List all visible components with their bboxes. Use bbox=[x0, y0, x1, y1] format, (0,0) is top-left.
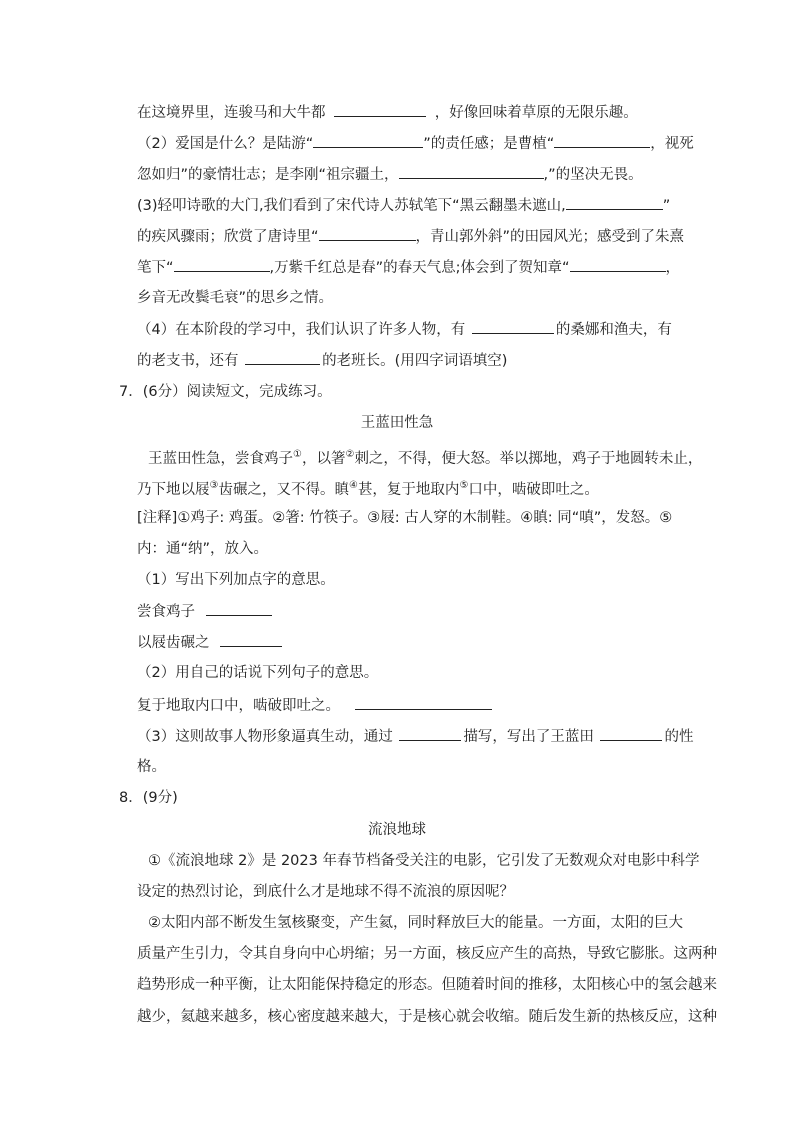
answer-blank[interactable] bbox=[245, 350, 320, 365]
q6-part3-line1 bbox=[137, 195, 670, 216]
answer-blank[interactable] bbox=[174, 257, 270, 272]
q8-para1-line1: ①《流浪地球 2》是 2023 年春节档备受关注的电影，它引发了无数观众对电影中科学 bbox=[148, 853, 700, 869]
text: 笔下“ bbox=[137, 260, 174, 276]
text: ，以箸 bbox=[301, 450, 346, 467]
answer-blank[interactable] bbox=[319, 226, 416, 241]
q7-passage-line2 bbox=[137, 476, 599, 500]
text: ，青山郭外斜”的田园风光；感受到了朱熹 bbox=[415, 229, 685, 245]
q8-para2-line1: ②太阳内部不断发生氢核聚变，产生氦，同时释放巨大的能量。一方面，太阳的巨大 bbox=[148, 915, 683, 931]
footnote-marker: ③ bbox=[209, 480, 219, 491]
text: ,”的坚决无畏。 bbox=[543, 167, 643, 183]
text: 齿碾之，又不得。瞋 bbox=[218, 481, 349, 498]
text: 王蓝田性急，尝食鸡子 bbox=[148, 450, 293, 467]
text: 的疾风骤雨；欣赏了唐诗里“ bbox=[137, 229, 319, 245]
text: (3)轻叩诗歌的大门,我们看到了宋代诗人苏轼笔下“黑云翻墨未遮山, bbox=[137, 198, 566, 214]
q7-subquestion1-a bbox=[137, 601, 272, 622]
q7-subquestion1: （1）写出下列加点字的意思。 bbox=[137, 572, 335, 588]
q8-title: 流浪地球 bbox=[368, 822, 426, 838]
text: 尝食鸡子 bbox=[137, 604, 195, 620]
q6-line-a bbox=[137, 102, 638, 123]
text: ，视死 bbox=[650, 136, 694, 152]
q8-para2-line3: 趋势形成一种平衡，让太阳能保持稳定的形态。但随着时间的推移，太阳核心中的氢会越来 bbox=[137, 977, 717, 993]
q6-part3-line4 bbox=[137, 288, 333, 308]
text: （4）在本阶段的学习中，我们认识了许多人物，有 bbox=[137, 322, 466, 338]
answer-blank[interactable] bbox=[566, 195, 663, 210]
text: （2）爱国是什么？是陆游“ bbox=[137, 136, 314, 152]
q6-part4-line1 bbox=[137, 319, 672, 340]
q7-header: 7．(6分）阅读短文，完成练习。 bbox=[119, 384, 332, 400]
text: （3）这则故事人物形象逼真生动，通过 bbox=[137, 729, 393, 745]
q7-subquestion2: （2）用自己的话说下列句子的意思。 bbox=[137, 665, 379, 681]
text: 以屐齿碾之 bbox=[137, 635, 210, 651]
text: 忽如归”的豪情壮志；是李刚“祖宗疆土， bbox=[137, 167, 399, 183]
q8-para2-line4: 越少，氦越来越多，核心密度越来越大，于是核心就会收缩。随后发生新的热核反应，这种 bbox=[137, 1009, 717, 1025]
q6-part2-line1 bbox=[137, 133, 694, 154]
q6-part3-line3 bbox=[137, 257, 680, 278]
answer-blank[interactable] bbox=[472, 319, 554, 334]
q7-subquestion3 bbox=[137, 726, 693, 747]
text: 口中，啮破即吐之。 bbox=[468, 481, 599, 498]
answer-blank[interactable] bbox=[334, 102, 426, 117]
text: ， bbox=[665, 260, 681, 276]
q6-part2-line2 bbox=[137, 164, 643, 185]
footnote-marker: ④ bbox=[348, 480, 358, 491]
q7-passage-line1 bbox=[148, 445, 702, 469]
answer-blank[interactable] bbox=[313, 133, 423, 148]
q7-subquestion1-b bbox=[137, 632, 282, 653]
text: 在这境界里，连骏马和大牛都 bbox=[137, 105, 326, 121]
text: 甚，复于地取内 bbox=[357, 481, 460, 498]
q6-part4-line2 bbox=[137, 350, 507, 371]
footnote-marker: ② bbox=[345, 449, 355, 460]
text: 的性 bbox=[664, 729, 694, 745]
q8-para2-line2: 质量产生引力，令其自身向中心坍缩；另一方面，核反应产生的高热，导致它膨胀。这两种 bbox=[137, 946, 717, 962]
footnote-marker: ⑤ bbox=[459, 480, 469, 491]
footnote-marker: ① bbox=[293, 449, 302, 460]
q6-part3-line2 bbox=[137, 226, 684, 247]
text: ，好像回味着草原的无限乐趣。 bbox=[434, 105, 638, 121]
answer-blank[interactable] bbox=[206, 601, 272, 616]
q7-subquestion3-cont: 格。 bbox=[137, 759, 166, 775]
text: 乡音无改鬓毛衰”的思乡之情。 bbox=[137, 290, 334, 306]
text: 刺之，不得，便大怒。举以掷地，鸡子于地圆转未止， bbox=[354, 450, 703, 467]
answer-blank[interactable] bbox=[355, 695, 492, 710]
text: ”的责任感；是曹植“ bbox=[423, 136, 555, 152]
text: 复于地取内口中，啮破即吐之。 bbox=[137, 698, 340, 714]
q8-para1-line2: 设定的热烈讨论，到底什么才是地球不得不流浪的原因呢？ bbox=[137, 884, 514, 900]
text: 描写，写出了王蓝田 bbox=[463, 729, 594, 745]
text: ” bbox=[662, 198, 671, 214]
q7-notes-line1: [注释]①鸡子: 鸡蛋。②箸: 竹筷子。③屐: 古人穿的木制鞋。④瞋: 同“嗔”，发怒。⑤ bbox=[137, 510, 673, 526]
text: 乃下地以屐 bbox=[137, 481, 210, 498]
text: 的老班长。(用四字词语填空) bbox=[322, 353, 508, 369]
q7-notes-line2: 内：通“纳”，放入。 bbox=[137, 541, 269, 557]
answer-blank[interactable] bbox=[399, 164, 544, 179]
text: 的桑娜和渔夫，有 bbox=[555, 322, 672, 338]
text: ,万紫千红总是春”的春天气息;体会到了贺知章“ bbox=[269, 260, 570, 276]
q7-title: 王蓝田性急 bbox=[360, 415, 434, 431]
answer-blank[interactable] bbox=[399, 726, 461, 741]
answer-blank[interactable] bbox=[570, 257, 666, 272]
answer-blank[interactable] bbox=[220, 632, 282, 647]
q7-subquestion2-a bbox=[137, 695, 492, 716]
answer-blank[interactable] bbox=[554, 133, 650, 148]
q8-header: 8．(9分) bbox=[119, 790, 178, 806]
answer-blank[interactable] bbox=[600, 726, 662, 741]
text: 的老支书，还有 bbox=[137, 353, 239, 369]
